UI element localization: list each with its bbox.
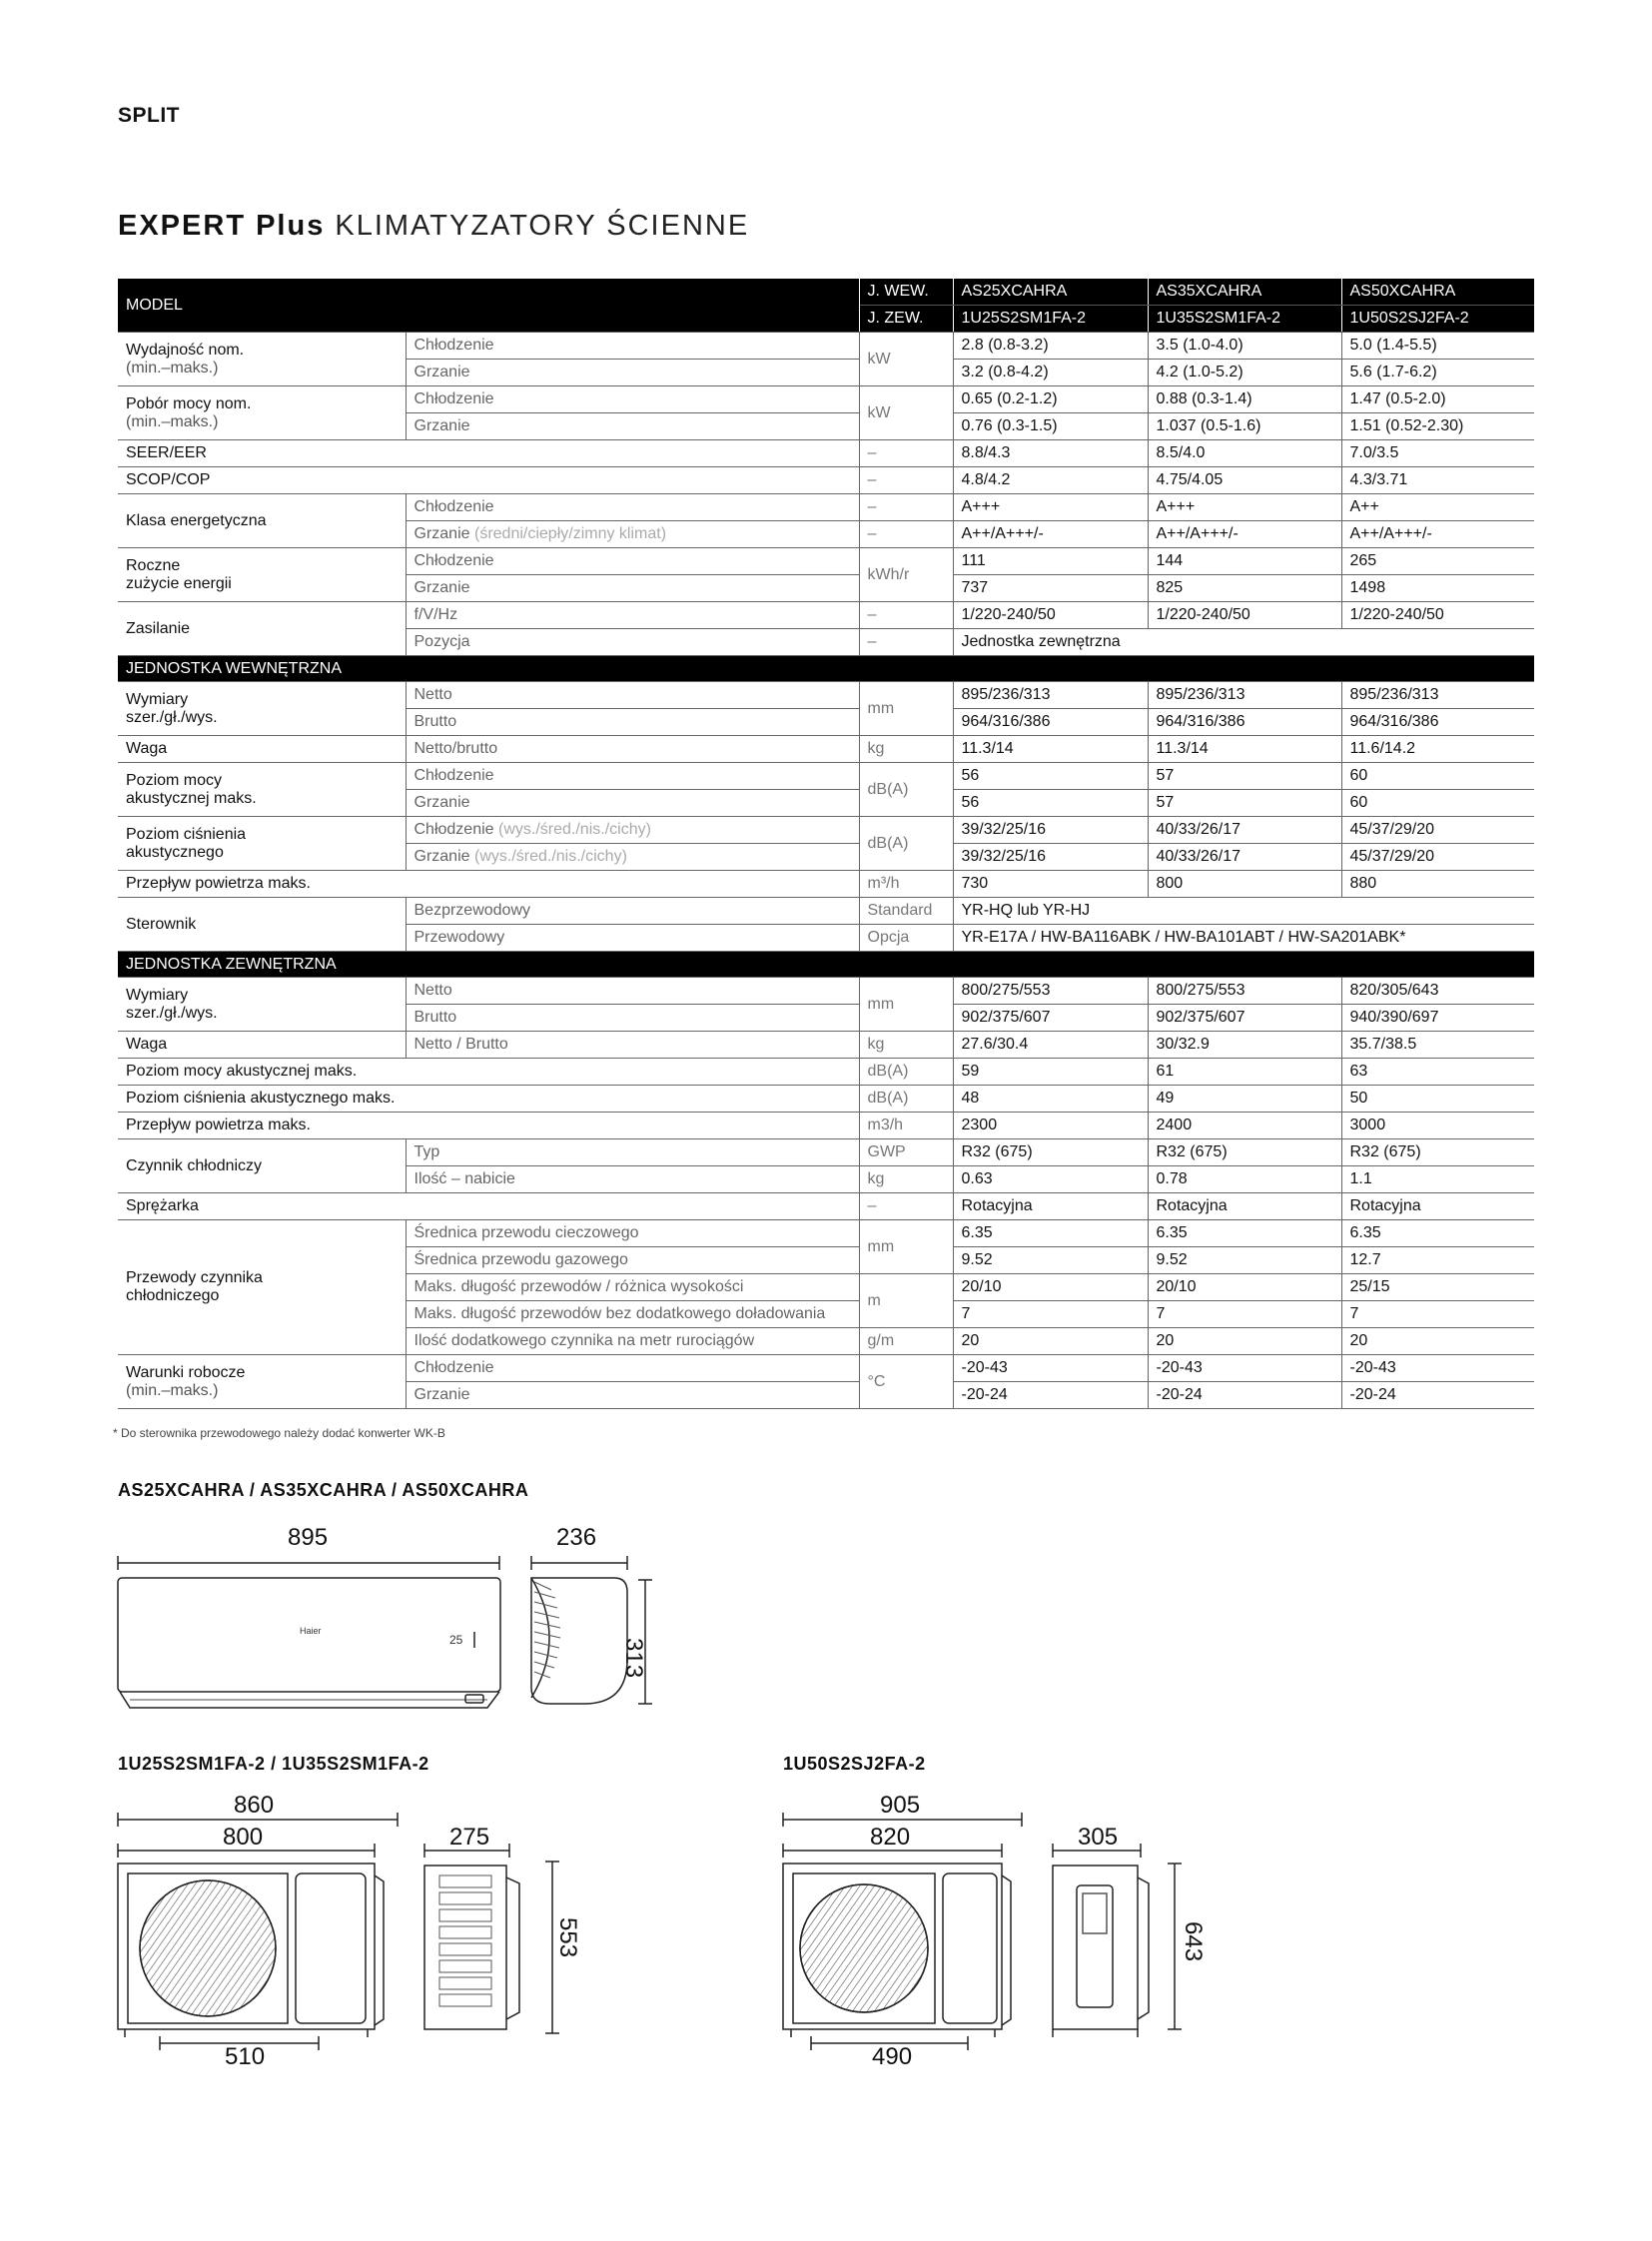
cell-value: 12.7 bbox=[1341, 1247, 1534, 1274]
sub-label: Średnica przewodu cieczowego bbox=[406, 1220, 859, 1247]
cell-value: 11.6/14.2 bbox=[1341, 736, 1534, 763]
cell-value: 50 bbox=[1341, 1086, 1534, 1113]
cell-value: A++/A+++/- bbox=[1148, 521, 1341, 548]
cell-value: Rotacyjna bbox=[1148, 1193, 1341, 1220]
cell-value: 60 bbox=[1341, 790, 1534, 817]
cell-value: 20 bbox=[1341, 1328, 1534, 1355]
sub-label: Ilość dodatkowego czynnika na metr rurociągów bbox=[406, 1328, 859, 1355]
cell-value: 800 bbox=[1148, 871, 1341, 898]
row-label: Czynnik chłodniczy bbox=[118, 1139, 406, 1193]
unit: mm bbox=[859, 682, 953, 736]
cell-value: 895/236/313 bbox=[1341, 682, 1534, 709]
outdoor-large-width-dim: 820 bbox=[870, 1824, 911, 1851]
cell-value: A++/A+++/- bbox=[953, 521, 1148, 548]
cell-value: 39/32/25/16 bbox=[953, 817, 1148, 844]
indoor-depth-dimension-line bbox=[531, 1556, 627, 1570]
sub-label: f/V/Hz bbox=[406, 602, 859, 629]
unit: kg bbox=[859, 1166, 953, 1193]
cell-value: -20-43 bbox=[1341, 1355, 1534, 1382]
cell-value: 1.037 (0.5-1.6) bbox=[1148, 413, 1341, 440]
cell-value: -20-43 bbox=[953, 1355, 1148, 1382]
sub-label: Maks. długość przewodów bez dodatkowego doładowania bbox=[406, 1301, 859, 1328]
cell-value: R32 (675) bbox=[1148, 1139, 1341, 1166]
cell-value: 895/236/313 bbox=[953, 682, 1148, 709]
cell-value: 40/33/26/17 bbox=[1148, 844, 1341, 871]
cell-value: 737 bbox=[953, 575, 1148, 602]
cell-value: 1/220-240/50 bbox=[1148, 602, 1341, 629]
outdoor-large-total-dimension-line bbox=[783, 1813, 1022, 1827]
row-label: Sprężarka bbox=[118, 1193, 859, 1220]
cell-value: 11.3/14 bbox=[1148, 736, 1341, 763]
cell-value: 6.35 bbox=[1341, 1220, 1534, 1247]
row-label: Przepływ powietrza maks. bbox=[118, 871, 859, 898]
unit: kW bbox=[859, 333, 953, 386]
sub-label: Średnica przewodu gazowego bbox=[406, 1247, 859, 1274]
sub-label: Ilość – nabicie bbox=[406, 1166, 859, 1193]
cell-value: 111 bbox=[953, 548, 1148, 575]
unit: kWh/r bbox=[859, 548, 953, 602]
cell-value: A++/A+++/- bbox=[1341, 521, 1534, 548]
unit: dB(A) bbox=[859, 1086, 953, 1113]
cell-value: 730 bbox=[953, 871, 1148, 898]
cell-value: 35.7/38.5 bbox=[1341, 1032, 1534, 1059]
sub-label: Bezprzewodowy bbox=[406, 898, 859, 925]
unit: GWP bbox=[859, 1139, 953, 1166]
row-label: Waga bbox=[118, 1032, 406, 1059]
unit: dB(A) bbox=[859, 817, 953, 871]
cell-value: 48 bbox=[953, 1086, 1148, 1113]
cell-value: 3.5 (1.0-4.0) bbox=[1148, 333, 1341, 360]
cell-value: R32 (675) bbox=[1341, 1139, 1534, 1166]
cell-value: 902/375/607 bbox=[1148, 1005, 1341, 1032]
row-label: Wymiary szer./gł./wys. bbox=[118, 682, 406, 736]
outdoor-model: 1U50S2SJ2FA-2 bbox=[1341, 306, 1534, 333]
unit: mm bbox=[859, 1220, 953, 1274]
outdoor-large-mount-dimension-line bbox=[811, 2036, 968, 2050]
cell-value: 45/37/29/20 bbox=[1341, 817, 1534, 844]
title-rest: KLIMATYZATORY ŚCIENNE bbox=[335, 210, 750, 242]
outdoor-model: 1U35S2SM1FA-2 bbox=[1148, 306, 1341, 333]
unit: – bbox=[859, 494, 953, 521]
cell-value: 3000 bbox=[1341, 1113, 1534, 1139]
outdoor-small-height-dim: 553 bbox=[554, 1917, 581, 1958]
outdoor-small-mount-dim: 510 bbox=[225, 2043, 266, 2070]
sub-label: Netto bbox=[406, 978, 859, 1005]
cell-value: 800/275/553 bbox=[1148, 978, 1341, 1005]
outdoor-large-mount-dim: 490 bbox=[872, 2043, 913, 2070]
sub-label: Brutto bbox=[406, 709, 859, 736]
sub-label: Grzanie (średni/ciepły/zimny klimat) bbox=[406, 521, 859, 548]
outdoor-small-mount-dimension-line bbox=[160, 2036, 319, 2050]
outdoor-model: 1U25S2SM1FA-2 bbox=[953, 306, 1148, 333]
cell-value: 964/316/386 bbox=[953, 709, 1148, 736]
indoor-drawing-label: AS25XCAHRA / AS35XCAHRA / AS50XCAHRA bbox=[118, 1480, 529, 1500]
outdoor-large-unit-side bbox=[1053, 1866, 1149, 2037]
sub-label: Chłodzenie bbox=[406, 386, 859, 413]
section-label: SPLIT bbox=[118, 104, 181, 127]
cell-value: Rotacyjna bbox=[1341, 1193, 1534, 1220]
cell-value: -20-24 bbox=[1148, 1382, 1341, 1409]
sub-label: Pozycja bbox=[406, 629, 859, 656]
cell-value: 0.63 bbox=[953, 1166, 1148, 1193]
row-label: Poziom ciśnienia akustycznego maks. bbox=[118, 1086, 859, 1113]
cell-value: 20/10 bbox=[1148, 1274, 1341, 1301]
outdoor-large-width-dimension-line bbox=[783, 1844, 1002, 1858]
sub-label: Przewodowy bbox=[406, 925, 859, 952]
unit: m³/h bbox=[859, 871, 953, 898]
unit: dB(A) bbox=[859, 1059, 953, 1086]
unit: kg bbox=[859, 736, 953, 763]
cell-value: 880 bbox=[1341, 871, 1534, 898]
cell-value: 7 bbox=[1341, 1301, 1534, 1328]
unit: Opcja bbox=[859, 925, 953, 952]
row-label: Poziom mocy akustycznej maks. bbox=[118, 1059, 859, 1086]
cell-value: 9.52 bbox=[953, 1247, 1148, 1274]
cell-value: 9.52 bbox=[1148, 1247, 1341, 1274]
cell-value: 940/390/697 bbox=[1341, 1005, 1534, 1032]
row-label: Przepływ powietrza maks. bbox=[118, 1113, 859, 1139]
indoor-height-dim: 313 bbox=[620, 1638, 647, 1679]
sub-label: Maks. długość przewodów / różnica wysokości bbox=[406, 1274, 859, 1301]
cell-value: 57 bbox=[1148, 763, 1341, 790]
outdoor-large-height-dimension-line bbox=[1168, 1864, 1182, 2029]
indoor-unit-front bbox=[118, 1578, 500, 1708]
outdoor-large-unit-front bbox=[783, 1864, 1011, 2037]
cell-value: 56 bbox=[953, 790, 1148, 817]
row-label: Roczne zużycie energii bbox=[118, 548, 406, 602]
outdoor-small-unit-front bbox=[118, 1864, 384, 2037]
cell-value: 11.3/14 bbox=[953, 736, 1148, 763]
title-bold: EXPERT Plus bbox=[118, 210, 326, 242]
outdoor-small-total-dimension-line bbox=[118, 1813, 398, 1827]
cell-value: 6.35 bbox=[953, 1220, 1148, 1247]
sub-label: Chłodzenie bbox=[406, 1355, 859, 1382]
indoor-model: AS50XCAHRA bbox=[1341, 279, 1534, 306]
outdoor-small-total-dim: 860 bbox=[234, 1792, 275, 1819]
cell-value: 40/33/26/17 bbox=[1148, 817, 1341, 844]
cell-value: 7 bbox=[1148, 1301, 1341, 1328]
outdoor-small-unit-side bbox=[424, 1866, 519, 2029]
row-label: SEER/EER bbox=[118, 440, 859, 467]
cell-value: -20-24 bbox=[953, 1382, 1148, 1409]
indoor-model: AS25XCAHRA bbox=[953, 279, 1148, 306]
unit: – bbox=[859, 629, 953, 656]
indoor-width-dimension-line bbox=[118, 1556, 499, 1570]
cell-value: 5.6 (1.7-6.2) bbox=[1341, 360, 1534, 386]
sub-label: Chłodzenie bbox=[406, 333, 859, 360]
row-label: Waga bbox=[118, 736, 406, 763]
unit: – bbox=[859, 602, 953, 629]
row-label: Przewody czynnika chłodniczego bbox=[118, 1220, 406, 1355]
cell-value: 5.0 (1.4-5.5) bbox=[1341, 333, 1534, 360]
cell-value: YR-HQ lub YR-HJ bbox=[953, 898, 1534, 925]
cell-value: R32 (675) bbox=[953, 1139, 1148, 1166]
cell-value: 964/316/386 bbox=[1148, 709, 1341, 736]
outdoor-small-height-dimension-line bbox=[545, 1862, 559, 2033]
sub-label: Grzanie bbox=[406, 360, 859, 386]
outdoor-large-total-dim: 905 bbox=[880, 1792, 921, 1819]
cell-value: A+++ bbox=[953, 494, 1148, 521]
outdoor-small-depth-dimension-line bbox=[424, 1844, 509, 1858]
cell-value: 144 bbox=[1148, 548, 1341, 575]
cell-value: 8.5/4.0 bbox=[1148, 440, 1341, 467]
row-label: Warunki robocze (min.–maks.) bbox=[118, 1355, 406, 1409]
cell-value: 0.76 (0.3-1.5) bbox=[953, 413, 1148, 440]
cell-value: 1/220-240/50 bbox=[953, 602, 1148, 629]
cell-value: 964/316/386 bbox=[1341, 709, 1534, 736]
cell-value: 825 bbox=[1148, 575, 1341, 602]
sub-label: Brutto bbox=[406, 1005, 859, 1032]
cell-value: 895/236/313 bbox=[1148, 682, 1341, 709]
cell-value: 800/275/553 bbox=[953, 978, 1148, 1005]
unit: °C bbox=[859, 1355, 953, 1409]
row-label: Pobór mocy nom. (min.–maks.) bbox=[118, 386, 406, 440]
unit: kW bbox=[859, 386, 953, 440]
cell-value: 4.8/4.2 bbox=[953, 467, 1148, 494]
cell-value: 27.6/30.4 bbox=[953, 1032, 1148, 1059]
unit: Standard bbox=[859, 898, 953, 925]
cell-value: 1.1 bbox=[1341, 1166, 1534, 1193]
cell-value: 20 bbox=[1148, 1328, 1341, 1355]
cell-value: 20/10 bbox=[953, 1274, 1148, 1301]
unit-outdoor-label: J. ZEW. bbox=[859, 306, 953, 333]
row-label: SCOP/COP bbox=[118, 467, 859, 494]
sub-label: Grzanie bbox=[406, 575, 859, 602]
unit: – bbox=[859, 467, 953, 494]
outdoor-large-depth-dimension-line bbox=[1053, 1844, 1141, 1858]
cell-value: 1/220-240/50 bbox=[1341, 602, 1534, 629]
cell-value: 39/32/25/16 bbox=[953, 844, 1148, 871]
unit: kg bbox=[859, 1032, 953, 1059]
unit: mm bbox=[859, 978, 953, 1032]
sub-label: Netto/brutto bbox=[406, 736, 859, 763]
indoor-height-dimension-line bbox=[638, 1580, 652, 1704]
cell-value: 49 bbox=[1148, 1086, 1341, 1113]
cell-value: 30/32.9 bbox=[1148, 1032, 1341, 1059]
unit: – bbox=[859, 440, 953, 467]
indoor-depth-dim: 236 bbox=[556, 1524, 597, 1551]
indoor-model: AS35XCAHRA bbox=[1148, 279, 1341, 306]
outdoor-large-depth-dim: 305 bbox=[1078, 1824, 1119, 1851]
sub-label: Grzanie bbox=[406, 790, 859, 817]
indoor-unit-side bbox=[531, 1578, 627, 1704]
indoor-width-dim: 895 bbox=[288, 1524, 329, 1551]
cell-value: A++ bbox=[1341, 494, 1534, 521]
unit: m3/h bbox=[859, 1113, 953, 1139]
row-label: Wymiary szer./gł./wys. bbox=[118, 978, 406, 1032]
row-label: Sterownik bbox=[118, 898, 406, 952]
cell-value: 57 bbox=[1148, 790, 1341, 817]
cell-value: 8.8/4.3 bbox=[953, 440, 1148, 467]
sub-label: Grzanie bbox=[406, 413, 859, 440]
sub-label: Netto bbox=[406, 682, 859, 709]
cell-value: 20 bbox=[953, 1328, 1148, 1355]
row-label: Poziom ciśnienia akustycznego bbox=[118, 817, 406, 871]
unit: dB(A) bbox=[859, 763, 953, 817]
outdoor-small-width-dimension-line bbox=[118, 1844, 375, 1858]
section-outdoor: JEDNOSTKA ZEWNĘTRZNA bbox=[118, 952, 1534, 978]
sub-label: Grzanie bbox=[406, 1382, 859, 1409]
cell-value: 6.35 bbox=[1148, 1220, 1341, 1247]
section-indoor: JEDNOSTKA WEWNĘTRZNA bbox=[118, 656, 1534, 682]
row-label: Wydajność nom. (min.–maks.) bbox=[118, 333, 406, 386]
cell-value: 60 bbox=[1341, 763, 1534, 790]
cell-value: 56 bbox=[953, 763, 1148, 790]
cell-value: 1498 bbox=[1341, 575, 1534, 602]
sub-label: Chłodzenie (wys./śred./nis./cichy) bbox=[406, 817, 859, 844]
cell-value: -20-24 bbox=[1341, 1382, 1534, 1409]
cell-value: 7 bbox=[953, 1301, 1148, 1328]
sub-label: Chłodzenie bbox=[406, 763, 859, 790]
cell-value: 4.2 (1.0-5.2) bbox=[1148, 360, 1341, 386]
unit-indoor-label: J. WEW. bbox=[859, 279, 953, 306]
cell-value: 1.51 (0.52-2.30) bbox=[1341, 413, 1534, 440]
cell-value: 3.2 (0.8-4.2) bbox=[953, 360, 1148, 386]
unit: g/m bbox=[859, 1328, 953, 1355]
cell-value: 4.75/4.05 bbox=[1148, 467, 1341, 494]
cell-value: 0.78 bbox=[1148, 1166, 1341, 1193]
outdoor-small-width-dim: 800 bbox=[223, 1824, 264, 1851]
cell-value: 0.88 (0.3-1.4) bbox=[1148, 386, 1341, 413]
cell-value: 25/15 bbox=[1341, 1274, 1534, 1301]
indoor-brand-logo: Haier bbox=[300, 1626, 322, 1636]
cell-value: Jednostka zewnętrzna bbox=[953, 629, 1534, 656]
cell-value: 2300 bbox=[953, 1113, 1148, 1139]
sub-label: Chłodzenie bbox=[406, 494, 859, 521]
footnote: * Do sterownika przewodowego należy dodać konwerter WK-B bbox=[113, 1426, 445, 1440]
row-label: Klasa energetyczna bbox=[118, 494, 406, 548]
cell-value: 61 bbox=[1148, 1059, 1341, 1086]
cell-value: 902/375/607 bbox=[953, 1005, 1148, 1032]
unit: m bbox=[859, 1274, 953, 1328]
cell-value: 2.8 (0.8-3.2) bbox=[953, 333, 1148, 360]
row-label: Poziom mocy akustycznej maks. bbox=[118, 763, 406, 817]
cell-value: 4.3/3.71 bbox=[1341, 467, 1534, 494]
sub-label: Typ bbox=[406, 1139, 859, 1166]
cell-value: YR-E17A / HW-BA116ABK / HW-BA101ABT / HW-SA201ABK* bbox=[953, 925, 1534, 952]
unit: – bbox=[859, 521, 953, 548]
outdoor-large-drawing-label: 1U50S2SJ2FA-2 bbox=[783, 1754, 926, 1774]
sub-label: Grzanie (wys./śred./nis./cichy) bbox=[406, 844, 859, 871]
cell-value: 820/305/643 bbox=[1341, 978, 1534, 1005]
outdoor-small-depth-dim: 275 bbox=[449, 1824, 490, 1851]
cell-value: A+++ bbox=[1148, 494, 1341, 521]
outdoor-small-drawing-label: 1U25S2SM1FA-2 / 1U35S2SM1FA-2 bbox=[118, 1754, 429, 1774]
cell-value: 1.47 (0.5-2.0) bbox=[1341, 386, 1534, 413]
sub-label: Chłodzenie bbox=[406, 548, 859, 575]
cell-value: -20-43 bbox=[1148, 1355, 1341, 1382]
outdoor-large-height-dim: 643 bbox=[1180, 1921, 1207, 1962]
cell-value: 265 bbox=[1341, 548, 1534, 575]
cell-value: 0.65 (0.2-1.2) bbox=[953, 386, 1148, 413]
row-label: Zasilanie bbox=[118, 602, 406, 656]
cell-value: 59 bbox=[953, 1059, 1148, 1086]
cell-value: Rotacyjna bbox=[953, 1193, 1148, 1220]
cell-value: 2400 bbox=[1148, 1113, 1341, 1139]
model-label: MODEL bbox=[118, 279, 859, 333]
sub-label: Netto / Brutto bbox=[406, 1032, 859, 1059]
indoor-display: 25 bbox=[449, 1633, 463, 1647]
cell-value: 45/37/29/20 bbox=[1341, 844, 1534, 871]
unit: – bbox=[859, 1193, 953, 1220]
cell-value: 63 bbox=[1341, 1059, 1534, 1086]
cell-value: 7.0/3.5 bbox=[1341, 440, 1534, 467]
